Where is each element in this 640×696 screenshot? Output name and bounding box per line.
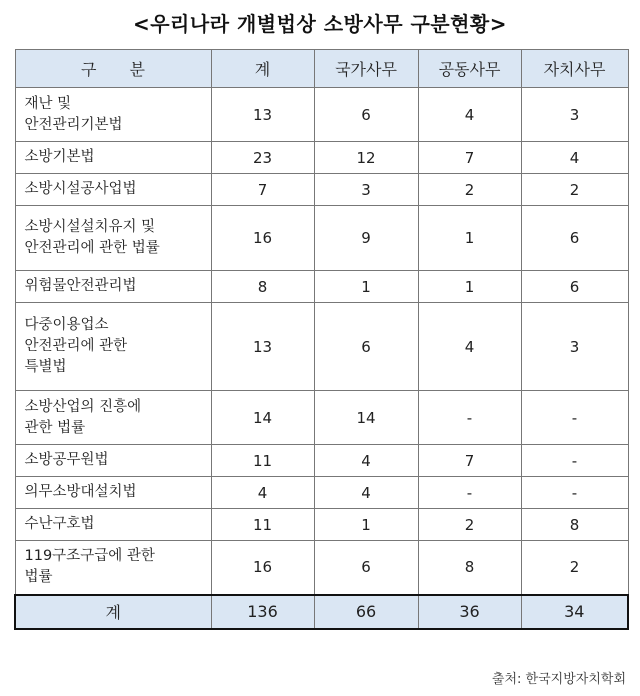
- local-count: 4: [521, 142, 628, 174]
- header-row: [15, 50, 628, 88]
- total-count: 11: [211, 445, 314, 477]
- local-count: 6: [521, 271, 628, 303]
- table-row: [15, 391, 628, 445]
- local-count: 6: [521, 206, 628, 271]
- law-name: [15, 445, 211, 477]
- national-count: 6: [314, 88, 418, 142]
- law-name: [15, 206, 211, 271]
- table-row: [15, 142, 628, 174]
- national-count: 1: [314, 509, 418, 541]
- law-name-line: 소방산업의 진흥에: [24, 398, 142, 415]
- joint-count: 2: [418, 174, 521, 206]
- law-name-line: 119구조구급에 관한: [24, 548, 155, 565]
- total-count: 8: [211, 271, 314, 303]
- national-count: 4: [314, 477, 418, 509]
- law-name-line: 재난 및: [24, 95, 72, 112]
- totals-label: 계: [15, 595, 211, 629]
- total-count: 4: [211, 477, 314, 509]
- header-category: 구 분: [15, 50, 211, 88]
- fire-affairs-table: [14, 49, 629, 630]
- joint-count: 4: [418, 303, 521, 391]
- joint-count: -: [418, 391, 521, 445]
- source-note: 출처: 한국지방자치학회: [491, 672, 626, 687]
- law-name: [15, 541, 211, 595]
- table-row: [15, 303, 628, 391]
- table-row: [15, 174, 628, 206]
- law-name: [15, 303, 211, 391]
- law-name: [15, 509, 211, 541]
- totals-national: 66: [314, 595, 418, 629]
- local-count: 2: [521, 174, 628, 206]
- local-count: 8: [521, 509, 628, 541]
- local-count: -: [521, 391, 628, 445]
- joint-count: 1: [418, 271, 521, 303]
- table-row: [15, 271, 628, 303]
- header-local: 자치사무: [521, 50, 628, 88]
- totals-local: 34: [521, 595, 628, 629]
- law-name: [15, 477, 211, 509]
- table-row: [15, 206, 628, 271]
- law-name: [15, 174, 211, 206]
- law-name-line: 법률: [24, 569, 53, 586]
- national-count: 3: [314, 174, 418, 206]
- law-name-line: 안전관리기본법: [24, 116, 123, 133]
- table-row: [15, 477, 628, 509]
- law-name-line: 수난구호법: [24, 516, 95, 532]
- table-title: <우리나라 개별법상 소방사무 구분현황>: [132, 12, 508, 36]
- local-count: -: [521, 445, 628, 477]
- national-count: 9: [314, 206, 418, 271]
- joint-count: 8: [418, 541, 521, 595]
- local-count: -: [521, 477, 628, 509]
- totals-joint: 36: [418, 595, 521, 629]
- total-count: 11: [211, 509, 314, 541]
- total-count: 14: [211, 391, 314, 445]
- law-name-line: 다중이용업소: [24, 317, 109, 333]
- table-row: [15, 445, 628, 477]
- law-name-line: 소방시설공사업법: [24, 181, 137, 197]
- joint-count: 7: [418, 142, 521, 174]
- total-count: 16: [211, 541, 314, 595]
- joint-count: 1: [418, 206, 521, 271]
- national-count: 6: [314, 303, 418, 391]
- table-row: [15, 541, 628, 595]
- national-count: 4: [314, 445, 418, 477]
- law-name-line: 안전관리에 관한: [24, 338, 128, 354]
- totals-row: [15, 595, 628, 629]
- joint-count: 2: [418, 509, 521, 541]
- header-total: 계: [211, 50, 314, 88]
- law-name-line: 안전관리에 관한 법률: [24, 240, 160, 256]
- law-name: [15, 271, 211, 303]
- total-count: 7: [211, 174, 314, 206]
- national-count: 6: [314, 541, 418, 595]
- total-count: 13: [211, 303, 314, 391]
- local-count: 3: [521, 303, 628, 391]
- joint-count: 7: [418, 445, 521, 477]
- national-count: 14: [314, 391, 418, 445]
- total-count: 13: [211, 88, 314, 142]
- law-name-line: 위험물안전관리법: [24, 278, 137, 294]
- header-national: 국가사무: [314, 50, 418, 88]
- joint-count: -: [418, 477, 521, 509]
- law-name: [15, 142, 211, 174]
- law-name-line: 의무소방대설치법: [24, 484, 137, 500]
- joint-count: 4: [418, 88, 521, 142]
- law-name-line: 관한 법률: [24, 419, 86, 436]
- local-count: 3: [521, 88, 628, 142]
- law-name: [15, 88, 211, 142]
- table-row: [15, 88, 628, 142]
- table-row: [15, 509, 628, 541]
- law-name: [15, 391, 211, 445]
- law-name-line: 소방시설설치유지 및: [24, 219, 156, 235]
- total-count: 23: [211, 142, 314, 174]
- total-count: 16: [211, 206, 314, 271]
- local-count: 2: [521, 541, 628, 595]
- totals-total: 136: [211, 595, 314, 629]
- law-name-line: 소방기본법: [24, 149, 95, 165]
- national-count: 12: [314, 142, 418, 174]
- law-name-line: 특별법: [24, 359, 67, 375]
- law-name-line: 소방공무원법: [24, 452, 109, 468]
- national-count: 1: [314, 271, 418, 303]
- header-joint: 공동사무: [418, 50, 521, 88]
